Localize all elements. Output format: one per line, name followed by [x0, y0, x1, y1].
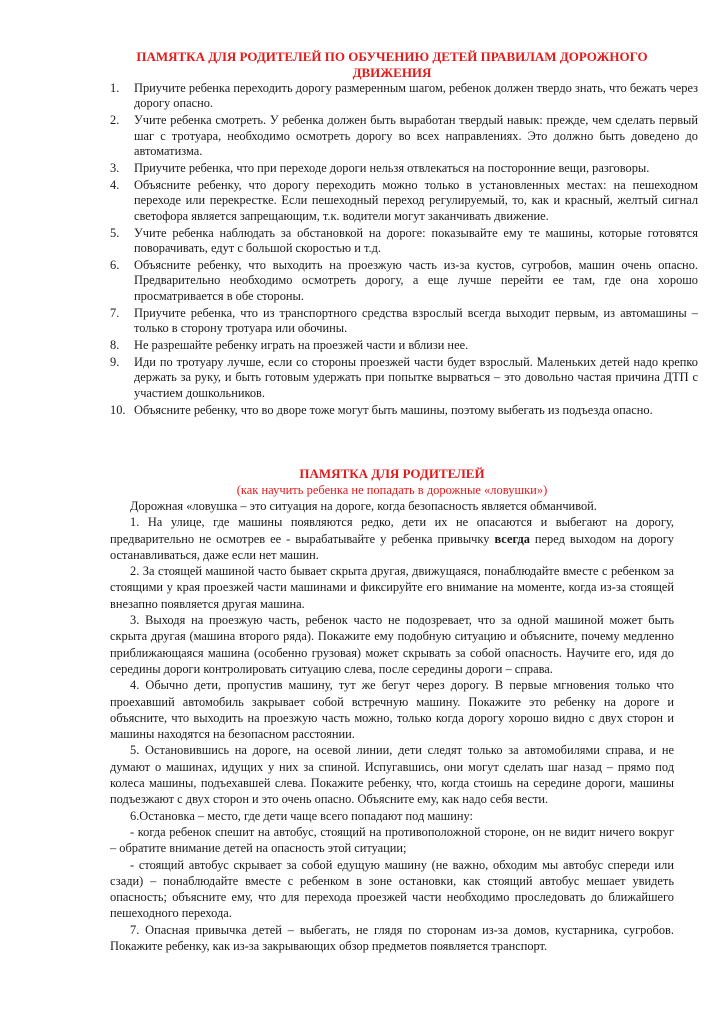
list-item-number: 6. — [110, 257, 120, 272]
memo2-paragraph-5: 5. Остановившись на дороге, на осевой линии, дети следят только за автомобилями справа, и не думают о машинах, идущих у них за спиной. Испугавшись, они могут сделать шаг назад – прямо под колеса машины, подъехавшей слева. Покажите ребенку, что, когда стоишь на середине дороги, машины подъезжают с двух сторон и это очень опасно. Объясните ему, как надо себя вести. — [110, 743, 674, 807]
memo2-paragraph-7: 7. Опасная привычка детей – выбегать, не глядя по сторонам из-за домов, кустарника, сугробов. Покажите ребенку, как из-за закрывающих обзор предметов появляется транспорт. — [110, 922, 674, 954]
list-item-text: Объясните ребенку, что дорогу переходить можно только в установленных местах: на пешеходном переходе или перекрестке. Если пешеходный переход регулируемый, то, как и красный, желтый сигнал светофора является запрещающим, т.к. водители могут заканчивать движение. — [134, 177, 698, 223]
memo2-title: ПАМЯТКА ДЛЯ РОДИТЕЛЕЙ — [299, 466, 485, 481]
list-item-text: Объясните ребенку, что выходить на проезжую часть из-за кустов, сугробов, машин очень опасно. Предварительно необходимо осмотреть дорогу, а еще лучше перейти ее там, где она хорошо просматривается в обе стороны. — [134, 257, 698, 303]
memo2-paragraph-6a: - когда ребенок спешит на автобус, стоящий на противоположной стороне, он не видит ничего вокруг – обратите внимание детей на опасность этой ситуации; — [110, 824, 674, 856]
memo2-paragraph-2: 2. За стоящей машиной часто бывает скрыта другая, движущаяся, понаблюдайте вместе с ребенком за стоящими у края проезжей части машинами и фиксируйте его внимание на моменте, когда из-за стоящей внезапно появляется другая машина. — [110, 564, 674, 611]
list-item-text: Приучите ребенка, что при переходе дороги нельзя отвлекаться на посторонние вещи, разговоры. — [134, 161, 650, 176]
list-item-text: Не разрешайте ребенку играть на проезжей части и вблизи нее. — [134, 338, 469, 352]
list-item — [110, 338, 698, 353]
list-item-text: Иди по тротуару лучше, если со стороны проезжей части будет взрослый. Маленьких детей надо крепко держать за руку, и быть готовым удержать при попытке вырваться – это довольно частая причина ДТП с участием дошкольников. — [134, 354, 698, 400]
list-item — [110, 81, 698, 112]
list-item — [110, 354, 698, 401]
memo2-intro: Дорожная «ловушка – это ситуация на дороге, когда безопасность является обманчивой. — [130, 499, 597, 513]
list-item — [110, 177, 698, 224]
list-item — [110, 402, 698, 418]
list-item-number: 4. — [110, 177, 120, 192]
list-item-number: 10. — [110, 402, 126, 417]
memo2-paragraph-6b: - стоящий автобус скрывает за собой едущую машину (не важно, обходим мы автобус спереди или сзади) – понаблюдайте вместе с ребенком в зоне остановки, как стоящий автобус мешает увидеть опасность; объясните ему, что для перехода проезжей части необходимо проследовать до ближайшего пешеходного перехода. — [110, 857, 674, 921]
list-item-number: 9. — [110, 354, 120, 369]
memo1-rules-list — [110, 81, 698, 420]
p1-emphasis: всегда — [494, 531, 530, 546]
list-item-number: 8. — [110, 338, 120, 352]
memo2-body — [110, 498, 674, 954]
list-item-text: Объясните ребенку, что во дворе тоже могут быть машины, поэтому выбегать из подъезда опасно. — [134, 402, 653, 417]
list-item-text: Учите ребенка смотреть. У ребенка должен быть выработан твердый навык: прежде, чем сделать первый шаг с тротуара, необходимо осмотреть дорогу во всех направлениях. Это должно быть доведено до автоматизма. — [134, 113, 698, 159]
p1-text-end: перед выходом на дорогу останавливаться, даже если нет машин. — [110, 531, 674, 562]
list-item-number: 7. — [110, 305, 120, 320]
list-item-text: Учите ребенка наблюдать за обстановкой на дороге: показывайте ему те машины, которые готовятся поворачивать, едут с большой скоростью и т.д. — [134, 225, 698, 256]
list-item — [110, 161, 698, 176]
p1-text-start: 1. На улице, где машины появляются редко, дети их не опасаются и выбегают на дорогу, предварительно не осмотрев ее - вырабатывайте у ребенка привычку — [110, 515, 674, 546]
memo2-paragraph-1 — [110, 514, 674, 563]
memo2-paragraph-3: 3. Выходя на проезжую часть, ребенок часто не подозревает, что за одной машиной может быть скрыта другая (машина второго ряда). Покажите ему подобную ситуацию и объясните, почему медленно приближающаяся машина (особенно грузовая) может скрывать за собой опасность. Научите его, идя до середины дороги контролировать ситуацию слева, после середины дороги – справа. — [110, 613, 674, 676]
list-item-number: 1. — [110, 81, 120, 95]
list-item — [110, 113, 698, 159]
memo2-subtitle: (как научить ребенка не попадать в дорожные «ловушки») — [236, 483, 548, 497]
list-item — [110, 305, 698, 337]
memo2-paragraph-4: 4. Обычно дети, пропустив машину, тут же бегут через дорогу. В первые мгновения только что проехавший автомобиль закрывает собой встречную машину. Покажите это ребенку на дороге и объясните, что выходить на проезжую часть можно, только когда дорогу хорошо видно с двух сторон и машины находятся на безопасном расстоянии. — [110, 678, 674, 742]
list-item — [110, 257, 698, 304]
memo1-title: ПАМЯТКА ДЛЯ РОДИТЕЛЕЙ ПО ОБУЧЕНИЮ ДЕТЕЙ ПРАВИЛАМ ДОРОЖНОГО ДВИЖЕНИЯ — [136, 49, 648, 80]
list-item-text: Приучите ребенка переходить дорогу размеренным шагом, ребенок должен твердо знать, что бежать через дорогу опасно. — [134, 81, 698, 111]
list-item — [110, 225, 698, 257]
memo2-paragraph-6: 6.Остановка – место, где дети чаще всего попадают под машину: — [130, 808, 473, 823]
list-item-text: Приучите ребенка, что из транспортного средства взрослый всегда выходит первым, из автомашины – только в сторону тротуара или обочины. — [134, 305, 698, 336]
list-item-number: 2. — [110, 113, 120, 128]
list-item-number: 3. — [110, 161, 120, 176]
list-item-number: 5. — [110, 225, 120, 240]
